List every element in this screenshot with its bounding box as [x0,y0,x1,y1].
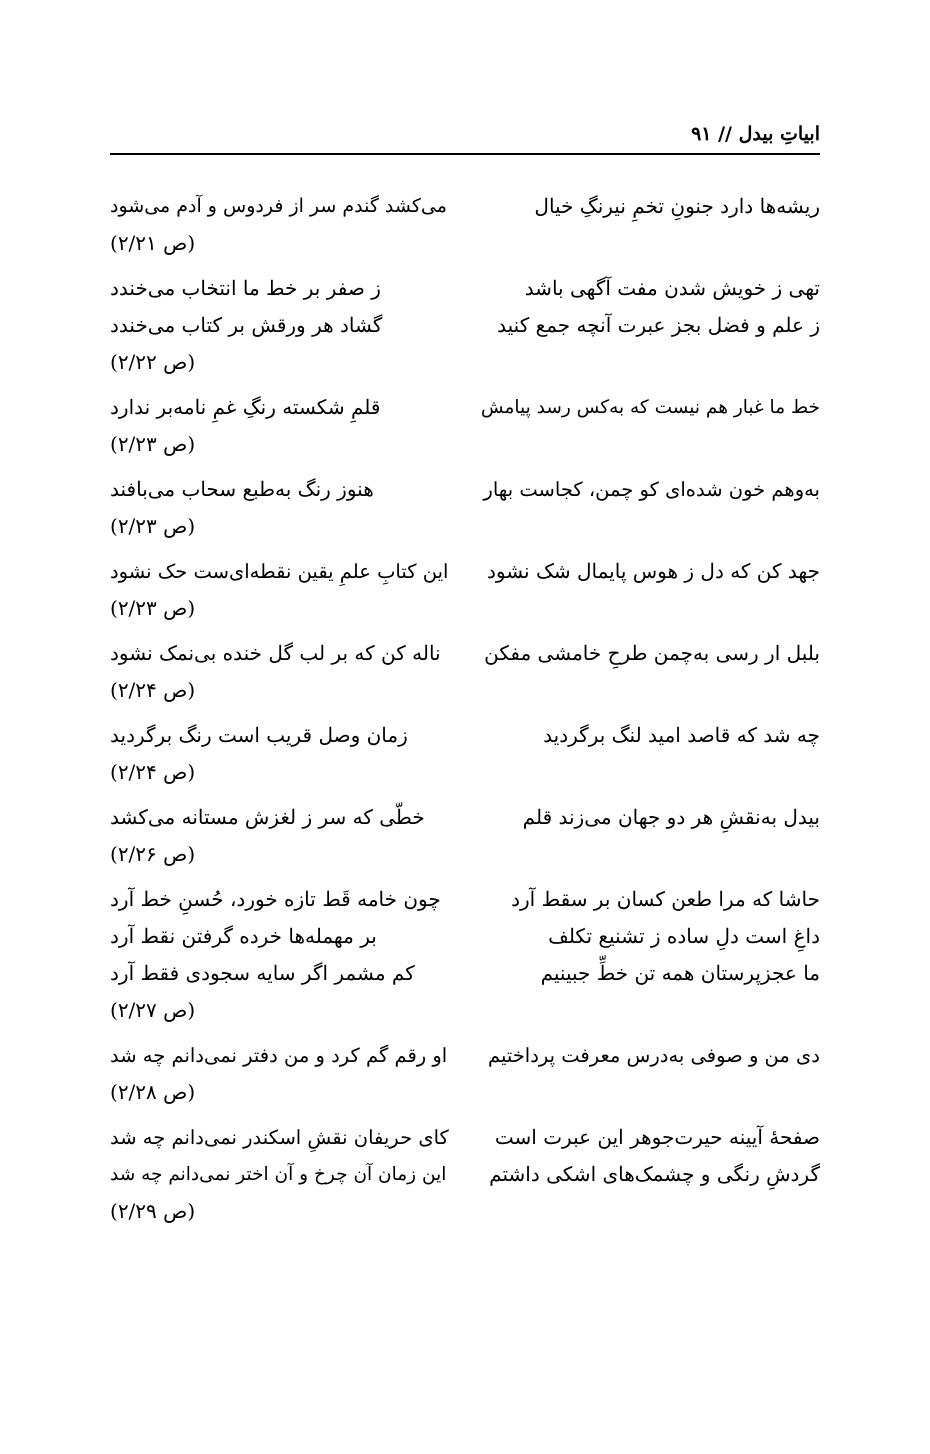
couplet-row [110,307,820,344]
verse-block [110,1119,820,1230]
couplet-row [110,471,820,508]
hemistich-right: چه شد که قاصد امید لنگ برگردید [543,723,820,747]
hemistich-left: می‌کشد گندم سر از فردوس و آدم می‌شود [110,195,447,217]
page-reference [110,344,820,381]
page-reference [110,672,820,709]
reference-text: (ص ۲/۲۴) [110,760,196,784]
couplet-row [110,389,820,426]
page-reference [110,754,820,791]
verse-list [110,188,820,1238]
hemistich-right: دی من و صوفی به‌درس معرفت پرداختیم [487,1044,820,1067]
hemistich-left: ناله کن که بر لب گل خنده بی‌نمک نشود [110,641,441,665]
running-title: ابیاتِ بیدل // ۹۱ [691,123,820,145]
hemistich-right: تهی ز خویش شدن مفت آگهی باشد [524,276,820,300]
hemistich-right: بیدل به‌نقشِ هر دو جهان می‌زند قلم [522,805,820,829]
verse-block [110,471,820,545]
page-reference [110,225,820,262]
hemistich-left: هنوز رنگ به‌طبع سحاب می‌بافند [110,477,374,501]
hemistich-left: زمان وصل قریب است رنگ برگردید [110,723,408,747]
hemistich-right: به‌وهم خون شده‌ای کو چمن، کجاست بهار [483,478,820,501]
verse-block [110,635,820,709]
verse-block [110,389,820,463]
couplet-row [110,1119,820,1156]
reference-text: (ص ۲/۲۸) [110,1080,196,1104]
verse-block [110,717,820,791]
hemistich-right: جهد کن که دل ز هوس پایمال شک نشود [486,559,820,583]
couplet-row [110,955,820,992]
couplet-row [110,553,820,590]
reference-text: (ص ۲/۲۱) [110,231,196,255]
verse-block [110,270,820,381]
hemistich-left: کای حریفان نقشِ اسکندر نمی‌دانم چه شد [110,1126,449,1149]
hemistich-right: ما عجزپرستان همه تن خطِّ جبینیم [540,961,820,985]
hemistich-right: ز علم و فضل بجز عبرت آنچه جمع کنید [497,313,820,337]
hemistich-left: قلمِ شکسته رنگِ غمِ نامه‌بر ندارد [110,395,381,419]
reference-text: (ص ۲/۲۹) [110,1199,196,1223]
hemistich-right: صفحهٔ آیینه حیرت‌جوهر این عبرت است [494,1125,820,1149]
couplet-row [110,188,820,225]
page-reference [110,1074,820,1111]
hemistich-right: بلبل ار رسی به‌چمن طرحِ خامشی مفکن [484,641,820,665]
couplet-row [110,1156,820,1193]
hemistich-left: گشاد هر ورقش بر کتاب می‌خندد [110,313,383,337]
hemistich-right: خط ما غبار هم نیست که به‌کس رسد پیامش [480,397,820,418]
hemistich-left: کم مشمر اگر سایه سجودی فقط آرد [110,961,415,985]
page-reference [110,1193,820,1230]
reference-text: (ص ۲/۲۳) [110,596,196,620]
verse-block [110,1037,820,1111]
reference-text: (ص ۲/۲۳) [110,514,196,538]
hemistich-left: او رقم گم کرد و من دفتر نمی‌دانم چه شد [110,1044,448,1067]
verse-block [110,881,820,1029]
reference-text: (ص ۲/۲۷) [110,998,196,1022]
verse-block [110,188,820,262]
running-header [110,118,820,150]
page-reference [110,426,820,463]
hemistich-left: این کتابِ علمِ یقین نقطه‌ای‌ست حک نشود [110,560,449,583]
verse-block [110,553,820,627]
couplet-row [110,1037,820,1074]
hemistich-left: بر مهمله‌ها خرده گرفتن نقط آرد [110,924,377,948]
hemistich-left: خطّی که سر ز لغزش مستانه می‌کشد [110,805,425,829]
reference-text: (ص ۲/۲۶) [110,842,196,866]
reference-text: (ص ۲/۲۳) [110,432,196,456]
couplet-row [110,918,820,955]
hemistich-right: داغِ است دلِ ساده ز تشنیع تکلف [548,924,820,948]
couplet-row [110,717,820,754]
couplet-row [110,881,820,918]
hemistich-left: چون خامه قَط تازه خورد، حُسنِ خط آرد [110,887,441,911]
page-reference [110,590,820,627]
hemistich-right: گردشِ رنگی و چشمک‌های اشکی داشتم [489,1162,820,1186]
verse-block [110,799,820,873]
reference-text: (ص ۲/۲۲) [110,350,196,374]
hemistich-left: این زمان آن چرخ و آن اختر نمی‌دانم چه شد [110,1164,447,1185]
hemistich-left: ز صفر بر خط ما انتخاب می‌خندد [110,276,381,300]
couplet-row [110,270,820,307]
hemistich-right: ریشه‌ها دارد جنونِ تخمِ نیرنگِ خیال [534,194,820,218]
hemistich-right: حاشا که مرا طعن کسان بر سقط آرد [511,887,820,911]
page-reference [110,836,820,873]
couplet-row [110,799,820,836]
couplet-row [110,635,820,672]
page-reference [110,508,820,545]
reference-text: (ص ۲/۲۴) [110,678,196,702]
header-rule [110,153,820,155]
page-reference [110,992,820,1029]
